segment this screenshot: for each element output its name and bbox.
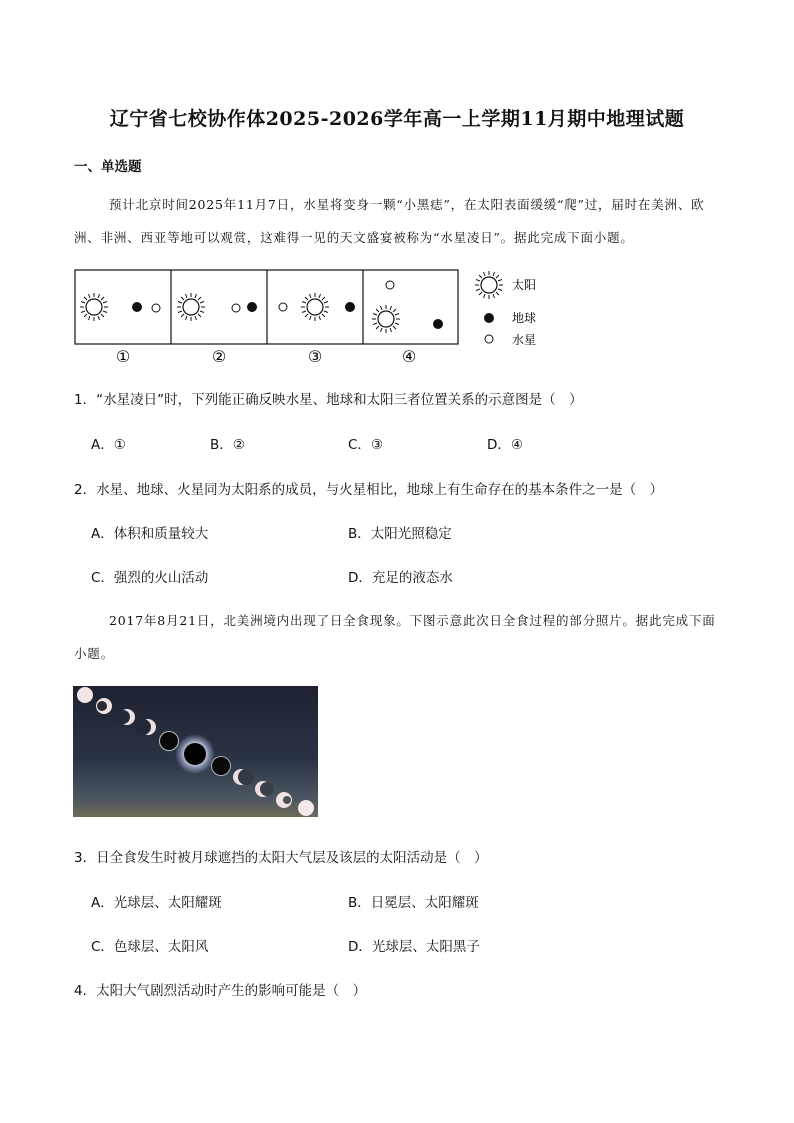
eclipse-photo bbox=[73, 686, 318, 817]
mercury-circle-icon bbox=[485, 335, 493, 343]
q1-option-d[interactable]: D．④ bbox=[487, 437, 523, 453]
sun-icon bbox=[475, 271, 503, 299]
q1-option-b[interactable]: B．② bbox=[210, 437, 245, 453]
question-1-stem: 1．“水星凌日”时，下列能正确反映水星、地球和太阳三者位置关系的示意图是（ ） bbox=[74, 392, 583, 408]
panel-label-1: ① bbox=[115, 347, 131, 366]
q2-option-d[interactable]: D．充足的液态水 bbox=[348, 570, 453, 586]
legend-label-mercury: 水星 bbox=[512, 333, 537, 347]
question-4-stem: 4．太阳大气剧烈活动时产生的影响可能是（ ） bbox=[74, 983, 367, 999]
q1-option-a[interactable]: A．① bbox=[91, 437, 126, 453]
question-3-stem: 3．日全食发生时被月球遮挡的太阳大气层及该层的太阳活动是（ ） bbox=[74, 850, 488, 866]
panel-2 bbox=[177, 293, 257, 321]
q2-option-a[interactable]: A．体积和质量较大 bbox=[91, 526, 209, 542]
diagram-legend bbox=[470, 266, 590, 356]
earth-dot-icon bbox=[484, 313, 494, 323]
panel-label-3: ③ bbox=[307, 347, 323, 366]
q2-option-c[interactable]: C．强烈的火山活动 bbox=[91, 570, 209, 586]
legend-label-sun: 太阳 bbox=[512, 278, 537, 292]
q3-option-a[interactable]: A．光球层、太阳耀斑 bbox=[91, 895, 222, 911]
panel-3 bbox=[279, 293, 355, 321]
panel-label-4: ④ bbox=[401, 347, 417, 366]
transit-diagram bbox=[74, 268, 474, 368]
section-heading: 一、单选题 bbox=[74, 159, 142, 175]
q3-option-c[interactable]: C．色球层、太阳风 bbox=[91, 939, 209, 955]
intro-paragraph-1: 预计北京时间2025年11月7日，水星将变身一颗“小黑痣”，在太阳表面缓缓“爬”过，届时在美洲、欧洲、非洲、西亚等地可以观赏，这难得一见的天文盛宴被称为“水星凌日”。据此完成下面小题。 bbox=[74, 197, 705, 245]
panel-1 bbox=[80, 293, 160, 321]
q2-option-b[interactable]: B．太阳光照稳定 bbox=[348, 526, 452, 542]
intro-paragraph-2: 2017年8月21日，北美洲境内出现了日全食现象。下图示意此次日全食过程的部分照片。据此完成下面小题。 bbox=[74, 613, 716, 661]
panel-label-2: ② bbox=[211, 347, 227, 366]
q3-option-b[interactable]: B．日冕层、太阳耀斑 bbox=[348, 895, 479, 911]
legend-label-earth: 地球 bbox=[512, 311, 537, 325]
panel-4 bbox=[372, 281, 443, 333]
q3-option-d[interactable]: D．光球层、太阳黑子 bbox=[348, 939, 480, 955]
question-2-stem: 2．水星、地球、火星同为太阳系的成员，与火星相比，地球上有生命存在的基本条件之一是（ ） bbox=[74, 482, 664, 498]
q1-option-c[interactable]: C．③ bbox=[348, 437, 384, 453]
page-title: 辽宁省七校协作体2025-2026学年高一上学期11月期中地理试题 bbox=[109, 108, 685, 130]
